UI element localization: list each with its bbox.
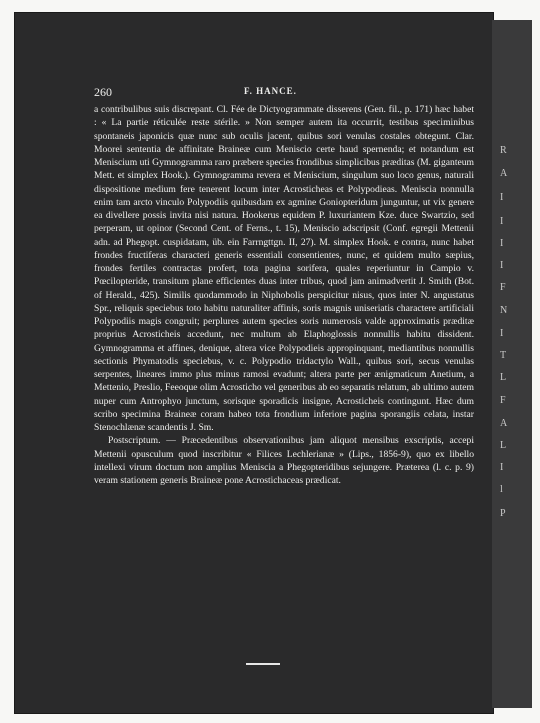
- strip-letter: I: [500, 192, 504, 203]
- adjacent-page-strip: [492, 20, 532, 708]
- strip-letter: I: [500, 462, 504, 473]
- running-head: F. HANCE.: [244, 86, 297, 96]
- page-number: 260: [94, 85, 112, 99]
- end-rule: [246, 663, 280, 665]
- strip-letter: I: [500, 216, 504, 227]
- main-paragraph: a contribulibus suis discrepant. Cl. Fée de Dictyogrammate disserens (Gen. fil., p. 171) hæc habet : « La partie réticulée reste stérile. » Non semper autem ita occurrit, testibus speciminibus spontaneis japonicis quæ nunc sub oculis jacent, quibus sori venulas costales obtegunt. Clar. Moorei sententia de affinitate Braineæ cum Meniscio certe haud spernenda; et notandum est Meniscium uti Gymnogramma raro præbere species frondibus simplicibus præditas (M. giganteum Mett. et simplex Hook.). Gymnogramma revera et Meniscium, singulum suo loco genus, naturali dispositione medium fere tenerent locum inter Acrosticheas et Polypodieas. Meniscia nonnulla enim tam arcto vinculo Polypodiis quibusdam ex agmine Goniopteridum junguntur, ut vix genere ea divellere possis invita nisi natura. Hookerus equidem P. luxuriantem Kze. duce Swartzio, sed perperam, ut opinor (Second Cent. of Ferns., t. 15), Meniscio adscripsit (Conf. egregii Mettenii adn. ad Phegopt. cuspidatam, üb. ein Farrngttgn. II, 27). M. simplex Hook. e contra, nunc habet frondes fructiferas characteri generis essentiali consentientes, nunc, et quidem multo sæpius, frondes fertiles contractas profert, tota pagina sorifera, quales reperiuntur in Campio v. Pœcilopteride, transitum plane efficientes duas inter tribus, quod jam animadvertit J. Smith (Bot. of Herald., 425). Similis quodammodo in Niphobolis perspicitur nisus, quos inter N. angustatus Spr., reliquis speciebus toto habitu naturaliter affinis, soris magnis uniseriatis charactere artificiali Polypodiis magis congruit; perplures autem species soris numerosis valde approximatis præditæ proprius Acrosticheis accedunt, nec multum ab Elaphoglossis nonnullis habitu dissident. Gymnogramma et affines, denique, altera vice Polypodieis appropinquant, mediantibus nonnullis sectionis Phymatodis speciebus, v. c. Polypodio tridactylo Wall., quibus sori, secus venulas serpentes, lineares immo plus minus ramosi evadunt; altera parte per ænigmaticum Anetium, a Mettenio, Preslio, Feeoque olim Acrosticho vel generibus ab eo separatis relatum, ab ultimo autem nuper cum Antrophyo junctum, sorisque sporadicis insigne, Acrosticheis contingunt. Hæc dum scribo specimina Braineæ coram habeo tota frondium inferiore pagina sporangiis celata, instar Stenochlænæ scandentis J. Sm.: [94, 104, 474, 433]
- body-text: [94, 103, 474, 487]
- strip-letter: F: [500, 395, 506, 406]
- strip-letter: P: [500, 508, 506, 519]
- page-header: [94, 85, 474, 101]
- strip-letter: A: [500, 168, 508, 179]
- strip-letter: A: [500, 418, 508, 429]
- strip-letter: L: [500, 440, 507, 451]
- strip-letter: R: [500, 145, 507, 156]
- strip-letter: l: [500, 484, 503, 495]
- strip-letter: F: [500, 282, 506, 293]
- strip-letter: N: [500, 305, 508, 316]
- strip-letter: I: [500, 260, 504, 271]
- strip-letter: L: [500, 372, 507, 383]
- strip-letter: I: [500, 238, 504, 249]
- strip-letter: I: [500, 328, 504, 339]
- strip-letter: T: [500, 350, 507, 361]
- printed-page: [94, 85, 474, 685]
- postscript-paragraph: Postscriptum. — Præcedentibus observationibus jam aliquot mensibus exscriptis, accepi Mettenii opusculum quod inscribitur « Filices Lechlerianæ » (Lips., 1856-9), quo ex libello intellexi virum doctum non amplius Meniscia a Phegopteridibus sejungere. Præterea (l. c. p. 9) veram stationem generis Braineæ pone Acrostichaceas prædicat.: [94, 435, 474, 486]
